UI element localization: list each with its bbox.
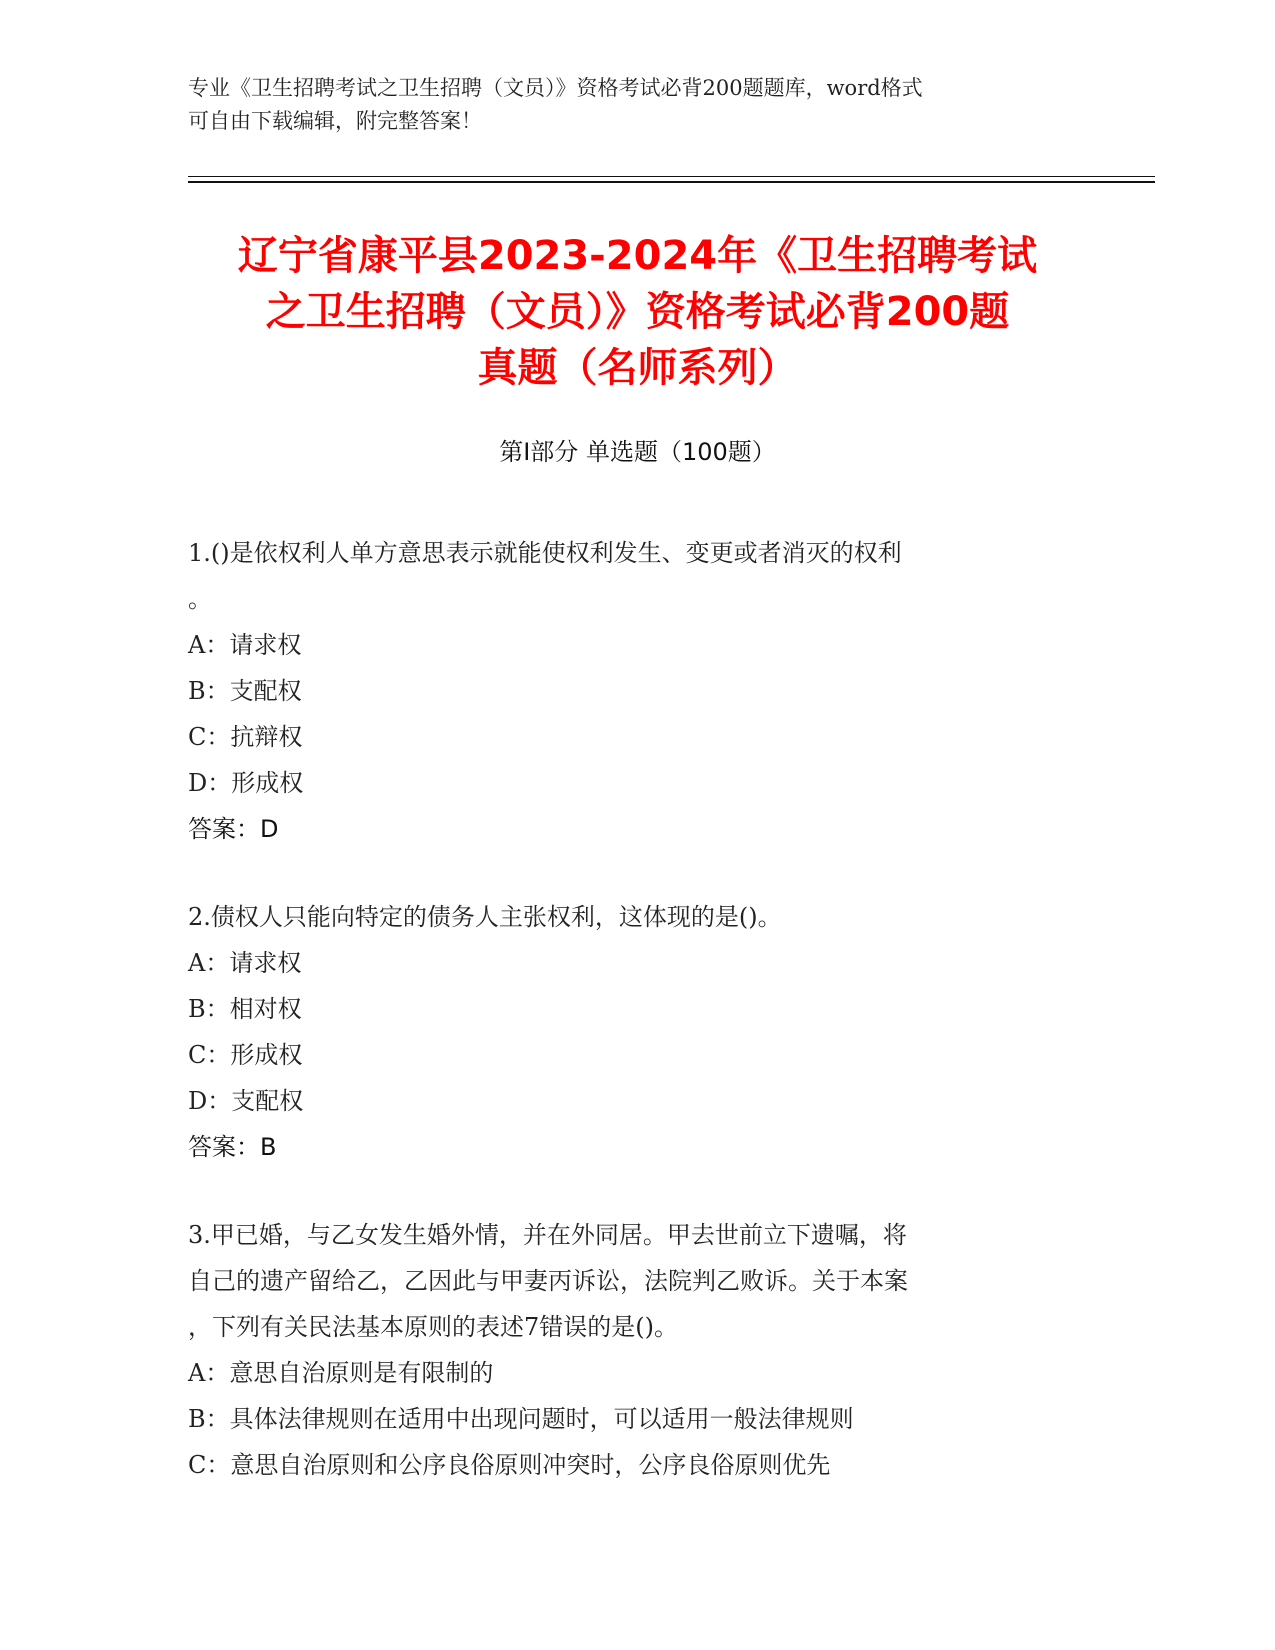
header-note-line-2: 可自由下载编辑，附完整答案！ bbox=[188, 109, 482, 133]
option-d: D：支配权 bbox=[188, 1087, 304, 1115]
option-c: C：抗辩权 bbox=[188, 723, 303, 751]
question-stem-line: ，下列有关民法基本原则的表述7错误的是()。 bbox=[188, 1313, 678, 1341]
title-line-1: 辽宁省康平县2023-2024年《卫生招聘考试 bbox=[237, 233, 1038, 279]
header-divider-thin bbox=[188, 176, 1155, 177]
option-c: C：形成权 bbox=[188, 1041, 303, 1069]
question-stem-line: 1.()是依权利人单方意思表示就能使权利发生、变更或者消灭的权利 bbox=[188, 539, 902, 567]
option-c: C：意思自治原则和公序良俗原则冲突时，公序良俗原则优先 bbox=[188, 1451, 831, 1479]
question-3 bbox=[188, 1212, 1068, 1488]
header-divider-thick bbox=[188, 181, 1155, 183]
question-stem-line: 2.债权人只能向特定的债务人主张权利，这体现的是()。 bbox=[188, 903, 782, 931]
option-a: A：请求权 bbox=[188, 949, 302, 977]
title-line-3: 真题（名师系列） bbox=[477, 345, 798, 391]
question-2 bbox=[188, 894, 1068, 1170]
option-d: D：形成权 bbox=[188, 769, 304, 797]
answer: 答案：D bbox=[188, 815, 279, 843]
question-stem-line: 3.甲已婚，与乙女发生婚外情，并在外同居。甲去世前立下遗嘱，将 bbox=[188, 1221, 907, 1249]
question-list bbox=[188, 530, 1068, 1530]
answer: 答案：B bbox=[188, 1133, 277, 1161]
option-b: B：相对权 bbox=[188, 995, 302, 1023]
header-note-line-1: 专业《卫生招聘考试之卫生招聘（文员）》资格考试必背200题题库，word格式 bbox=[188, 76, 923, 100]
question-stem-line: 。 bbox=[188, 585, 212, 613]
question-1 bbox=[188, 530, 1068, 852]
question-stem-line: 自己的遗产留给乙，乙因此与甲妻丙诉讼，法院判乙败诉。关于本案 bbox=[188, 1267, 908, 1295]
option-b: B：具体法律规则在适用中出现问题时，可以适用一般法律规则 bbox=[188, 1405, 854, 1433]
section-title: 第Ⅰ部分 单选题（100题） bbox=[499, 438, 776, 466]
option-a: A：请求权 bbox=[188, 631, 302, 659]
option-a: A：意思自治原则是有限制的 bbox=[188, 1359, 494, 1387]
document-title bbox=[150, 228, 1125, 396]
header-note bbox=[188, 72, 1068, 138]
title-line-2: 之卫生招聘（文员）》资格考试必背200题 bbox=[265, 289, 1010, 335]
option-b: B：支配权 bbox=[188, 677, 302, 705]
